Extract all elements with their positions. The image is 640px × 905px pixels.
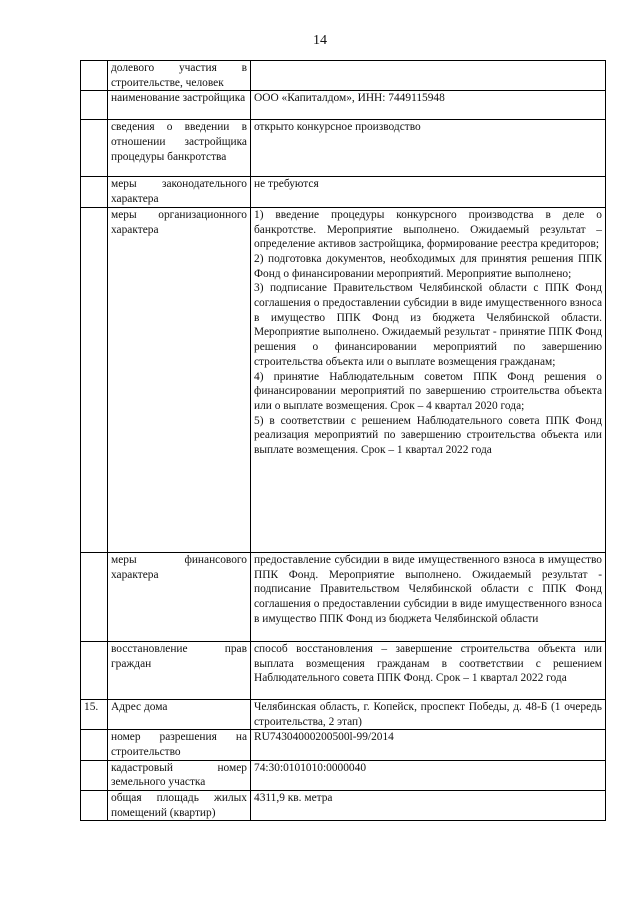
measure-item: 5) в соответствии с решением Наблюдательного совета ППК Фонд реализация мероприятий по завершению строительства объекта или выплате возмещения. Срок – 1 квартал 2022 года: [254, 414, 602, 457]
row-number-cell: [81, 791, 108, 821]
row-label: Адрес дома: [108, 699, 251, 729]
table-row: [81, 699, 606, 729]
measure-item: 3) подписание Правительством Челябинской области с ППК Фонд соглашения о предоставлении субсидии в виде имущественного взноса в имущество ППК Фонд из бюджета Челябинской области. Мероприятие выполнено. Ожидаемый результат - принятие ППК Фонд решения о финансировании мероприятий по завершению строительства объекта или о выплате возмещения гражданам;: [254, 282, 602, 368]
row-value: предоставление субсидии в виде имущественного взноса в имущество ППК Фонд. Мероприятие выполнено. Ожидаемый результат - подписание Правительством Челябинской области с ППК Фонд соглашения о предоставлении субсидии в виде имущественного взноса в имущество ППК Фонд из бюджета Челябинской области: [251, 552, 606, 641]
row-number-cell: [81, 207, 108, 552]
row-value: [251, 61, 606, 91]
row-label: долевого участия в строительстве, человек: [108, 61, 251, 91]
row-number-cell: [81, 177, 108, 207]
row-number-cell: [81, 730, 108, 760]
row-label: меры законодательного характера: [108, 177, 251, 207]
row-number-cell: [81, 641, 108, 699]
table-row: [81, 552, 606, 641]
row-label: наименование застройщика: [108, 91, 251, 120]
table-row: [81, 791, 606, 821]
row-label: общая площадь жилых помещений (квартир): [108, 791, 251, 821]
row-value: не требуются: [251, 177, 606, 207]
row-number-cell: [81, 760, 108, 790]
page-number: 14: [313, 33, 327, 48]
row-value: RU74304000200500l-99/2014: [251, 730, 606, 760]
row-number-cell: [81, 552, 108, 641]
table-row: [81, 61, 606, 91]
measure-item: 1) введение процедуры конкурсного производства в деле о банкротстве. Мероприятие выполнено. Ожидаемый результат – определение активов застройщика, формирование реестра кредиторов;: [254, 208, 602, 251]
table-row: [81, 760, 606, 790]
document-table: [80, 60, 606, 821]
measure-item: 4) принятие Наблюдательным советом ППК Фонд решения о финансировании мероприятий по завершению строительства объекта или о выплате возмещения. Срок – 4 квартал 2020 года;: [254, 370, 602, 412]
table-row: [81, 730, 606, 760]
table-row: [81, 207, 606, 552]
row-label: сведения о введении в отношении застройщика процедуры банкротства: [108, 120, 251, 177]
row-label: меры финансового характера: [108, 552, 251, 641]
row-label: меры организационного характера: [108, 207, 251, 552]
row-number-cell: [81, 91, 108, 120]
table-row: [81, 91, 606, 120]
row-value: 4311,9 кв. метра: [251, 791, 606, 821]
row-number: 15.: [81, 699, 108, 729]
row-value: способ восстановления – завершение строительства объекта или выплата возмещения гражданам в соответствии с решением Наблюдательного совета ППК Фонд. Срок – 1 квартал 2022 года: [251, 641, 606, 699]
row-number-cell: [81, 120, 108, 177]
row-value: ООО «Капиталдом», ИНН: 7449115948: [251, 91, 606, 120]
row-number-cell: [81, 61, 108, 91]
table-row: [81, 177, 606, 207]
table-row: [81, 641, 606, 699]
row-value: Челябинская область, г. Копейск, проспект Победы, д. 48-Б (1 очередь строительства, 2 этап): [251, 699, 606, 729]
measure-item: 2) подготовка документов, необходимых для принятия решения ППК Фонд о финансировании мероприятий. Мероприятие выполнено;: [254, 252, 602, 280]
row-value: открыто конкурсное производство: [251, 120, 606, 177]
row-label: номер разрешения на строительство: [108, 730, 251, 760]
row-value: [251, 207, 606, 552]
table-row: [81, 120, 606, 177]
row-label: восстановление прав граждан: [108, 641, 251, 699]
row-value: 74:30:0101010:0000040: [251, 760, 606, 790]
row-label: кадастровый номер земельного участка: [108, 760, 251, 790]
